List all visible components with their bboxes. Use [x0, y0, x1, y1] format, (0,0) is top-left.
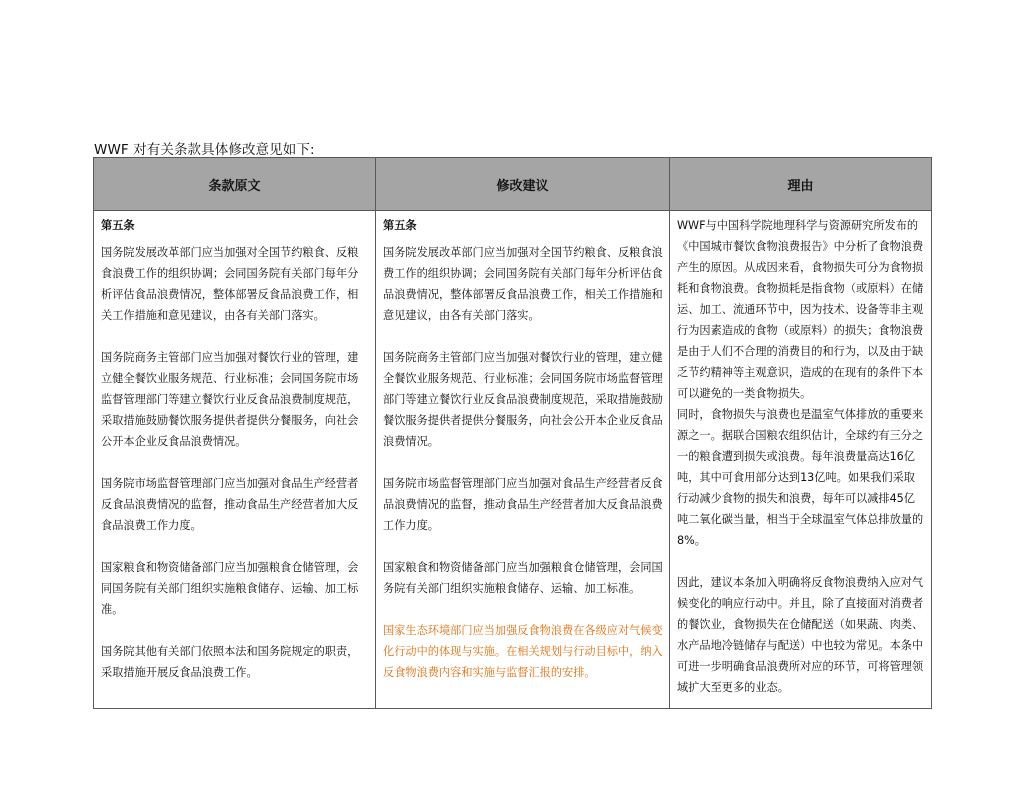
original-paragraph: 国务院发展改革部门应当加强对全国节约粮食、反粮食浪费工作的组织协调；会同国务院有关部门每年分析评估食品浪费情况，整体部署反食品浪费工作，相关工作措施和意见建议，由各有关部门落实。	[101, 246, 359, 322]
suggestion-paragraph: 国家粮食和物资储备部门应当加强粮食仓储管理，会同国务院有关部门组织实施粮食储存、运输、加工标准。	[383, 561, 663, 595]
reason-paragraph: 同时，食物损失与浪费也是温室气体排放的重要来源之一。据联合国粮农组织估计，全球约有三分之一的粮食遭到损失或浪费。每年浪费量高达16亿吨，其中可食用部分达到13亿吨。如果我们采取行动减少食物的损失和浪费，每年可以减排45亿吨二氧化碳当量，相当于全球温室气体总排放量的8%。	[677, 408, 924, 547]
reason-cell	[670, 211, 932, 709]
header-original: 条款原文	[94, 158, 376, 211]
reason-paragraph: 因此，建议本条加入明确将反食物浪费纳入应对气候变化的响应行动中。并且，除了直接面对消费者的餐饮业，食物损失在仓储配送（如果蔬、肉类、水产品地冷链储存与配送）中也较为常见。本条中可进一步明确食品浪费所对应的环节，可将管理领域扩大至更多的业态。	[677, 576, 924, 694]
table-row	[94, 211, 932, 709]
suggestion-paragraph: 国务院市场监督管理部门应当加强对食品生产经营者反食品浪费情况的监督，推动食品生产经营者加大反食品浪费工作力度。	[383, 477, 663, 532]
suggestion-cell	[376, 211, 670, 709]
suggestion-added-paragraph: 国家生态环境部门应当加强反食物浪费在各级应对气候变化行动中的体现与实施。在相关规划与行动目标中，纳入反食物浪费内容和实施与监督汇报的安排。	[383, 624, 663, 679]
original-clause-title: 第五条	[101, 219, 135, 232]
original-paragraph: 国务院其他有关部门依照本法和国务院规定的职责，采取措施开展反食品浪费工作。	[101, 645, 359, 679]
original-paragraph: 国务院市场监督管理部门应当加强对食品生产经营者反食品浪费情况的监督，推动食品生产经营者加大反食品浪费工作力度。	[101, 477, 359, 532]
reason-spacer	[677, 551, 925, 572]
original-paragraph: 国家粮食和物资储备部门应当加强粮食仓储管理，会同国务院有关部门组织实施粮食储存、运输、加工标准。	[101, 561, 359, 616]
original-cell	[94, 211, 376, 709]
intro-text: WWF 对有关条款具体修改意见如下:	[94, 142, 315, 158]
suggestion-clause-title: 第五条	[383, 219, 417, 232]
suggestion-paragraph: 国务院商务主管部门应当加强对餐饮行业的管理，建立健全餐饮业服务规范、行业标准；会同国务院市场监督管理部门等建立餐饮行业反食品浪费制度规范，采取措施鼓励餐饮服务提供者提供分餐服务，向社会公开本企业反食品浪费情况。	[383, 351, 663, 448]
table-header-row	[94, 158, 932, 211]
header-suggestion: 修改建议	[376, 158, 670, 211]
amendment-table	[93, 157, 932, 709]
reason-paragraph: WWF与中国科学院地理科学与资源研究所发布的《中国城市餐饮食物浪费报告》中分析了食物浪费产生的原因。从成因来看，食物损失可分为食物损耗和食物浪费。食物损耗是指食物（或原料）在储运、加工、流通环节中，因为技术、设备等非主观行为因素造成的食物（或原料）的损失；食物浪费是由于人们不合理的消费目的和行为，以及由于缺乏节约精神等主观意识，造成的在现有的条件下本可以避免的一类食物损失。	[677, 219, 924, 400]
header-reason: 理由	[670, 158, 932, 211]
suggestion-paragraph: 国务院发展改革部门应当加强对全国节约粮食、反粮食浪费工作的组织协调；会同国务院有关部门每年分析评估食品浪费情况，整体部署反食品浪费工作，相关工作措施和意见建议，由各有关部门落实。	[383, 246, 663, 322]
original-paragraph: 国务院商务主管部门应当加强对餐饮行业的管理，建立健全餐饮业服务规范、行业标准；会同国务院市场监督管理部门等建立餐饮行业反食品浪费制度规范，采取措施鼓励餐饮服务提供者提供分餐服务，向社会公开本企业反食品浪费情况。	[101, 351, 359, 448]
